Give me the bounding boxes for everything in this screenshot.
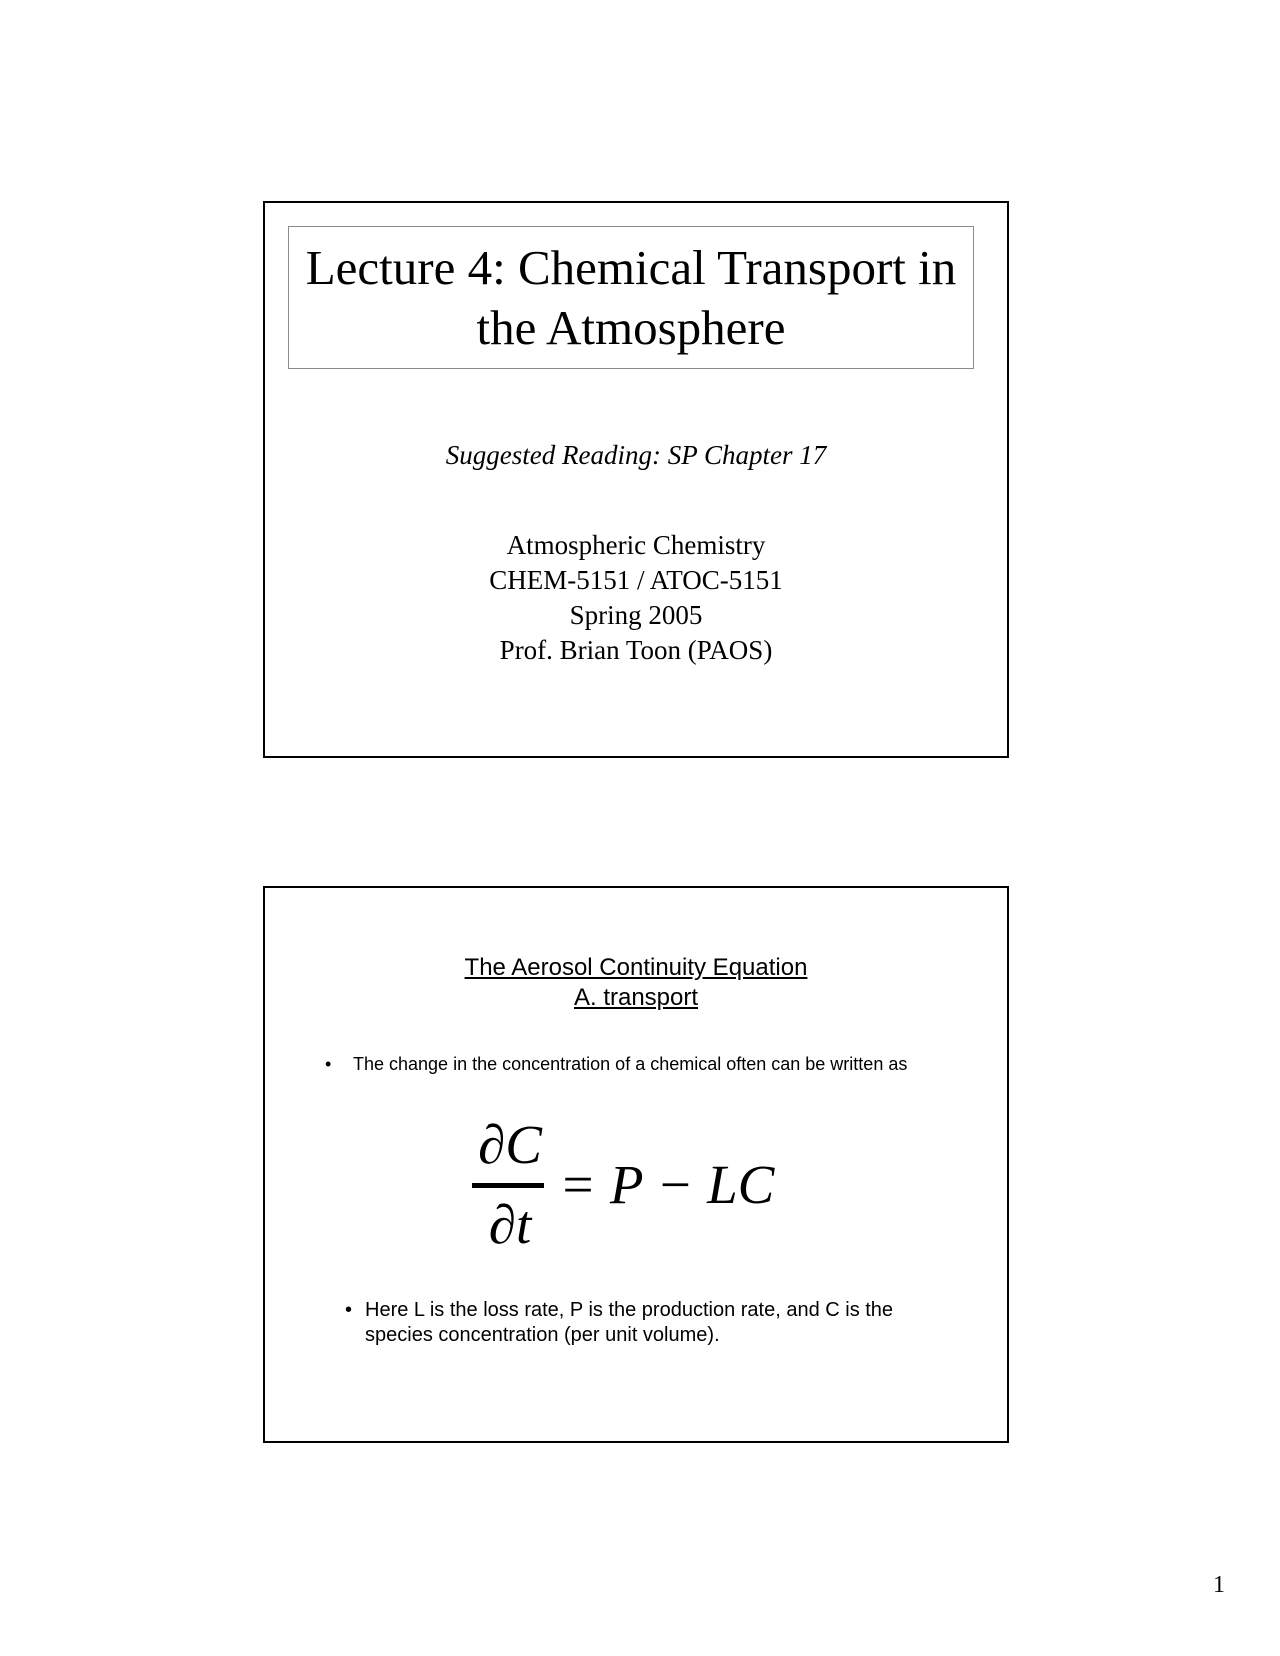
course-name: Atmospheric Chemistry [506, 530, 766, 560]
course-code: CHEM-5151 / ATOC-5151 [489, 565, 783, 595]
slide-2 [263, 886, 1009, 1443]
slide-2-title [265, 953, 1007, 1013]
equation-denominator: ∂t [488, 1194, 532, 1255]
course-info [265, 528, 1007, 668]
slide-1-title-line-1: Lecture 4: Chemical Transport in [305, 239, 957, 295]
slide-1-title-line-2: the Atmosphere [476, 299, 786, 355]
bullet-marker: • [345, 1299, 353, 1321]
bullet-item [325, 1053, 925, 1075]
slide-2-title-line-2: A. transport [573, 984, 699, 1011]
equation-right-side: = P − LC [559, 1154, 775, 1215]
slide-1 [263, 201, 1009, 758]
bullet-marker: • [325, 1054, 332, 1074]
fraction-bar [472, 1183, 544, 1188]
instructor: Prof. Brian Toon (PAOS) [499, 635, 773, 665]
bullet-item [345, 1298, 945, 1348]
course-term: Spring 2005 [569, 600, 703, 630]
slide-2-title-line-1: The Aerosol Continuity Equation [464, 954, 808, 981]
continuity-equation [471, 1114, 791, 1255]
equation-numerator: ∂C [478, 1114, 542, 1175]
bullet-text: Here L is the loss rate, P is the production rate, and C is the species concentration (per unit volume). [365, 1299, 894, 1346]
page-number: 1 [1213, 1572, 1225, 1598]
slide-1-title-box [288, 226, 974, 369]
suggested-reading: Suggested Reading: SP Chapter 17 [445, 440, 827, 470]
bullet-text: The change in the concentration of a chemical often can be written as [353, 1054, 908, 1074]
